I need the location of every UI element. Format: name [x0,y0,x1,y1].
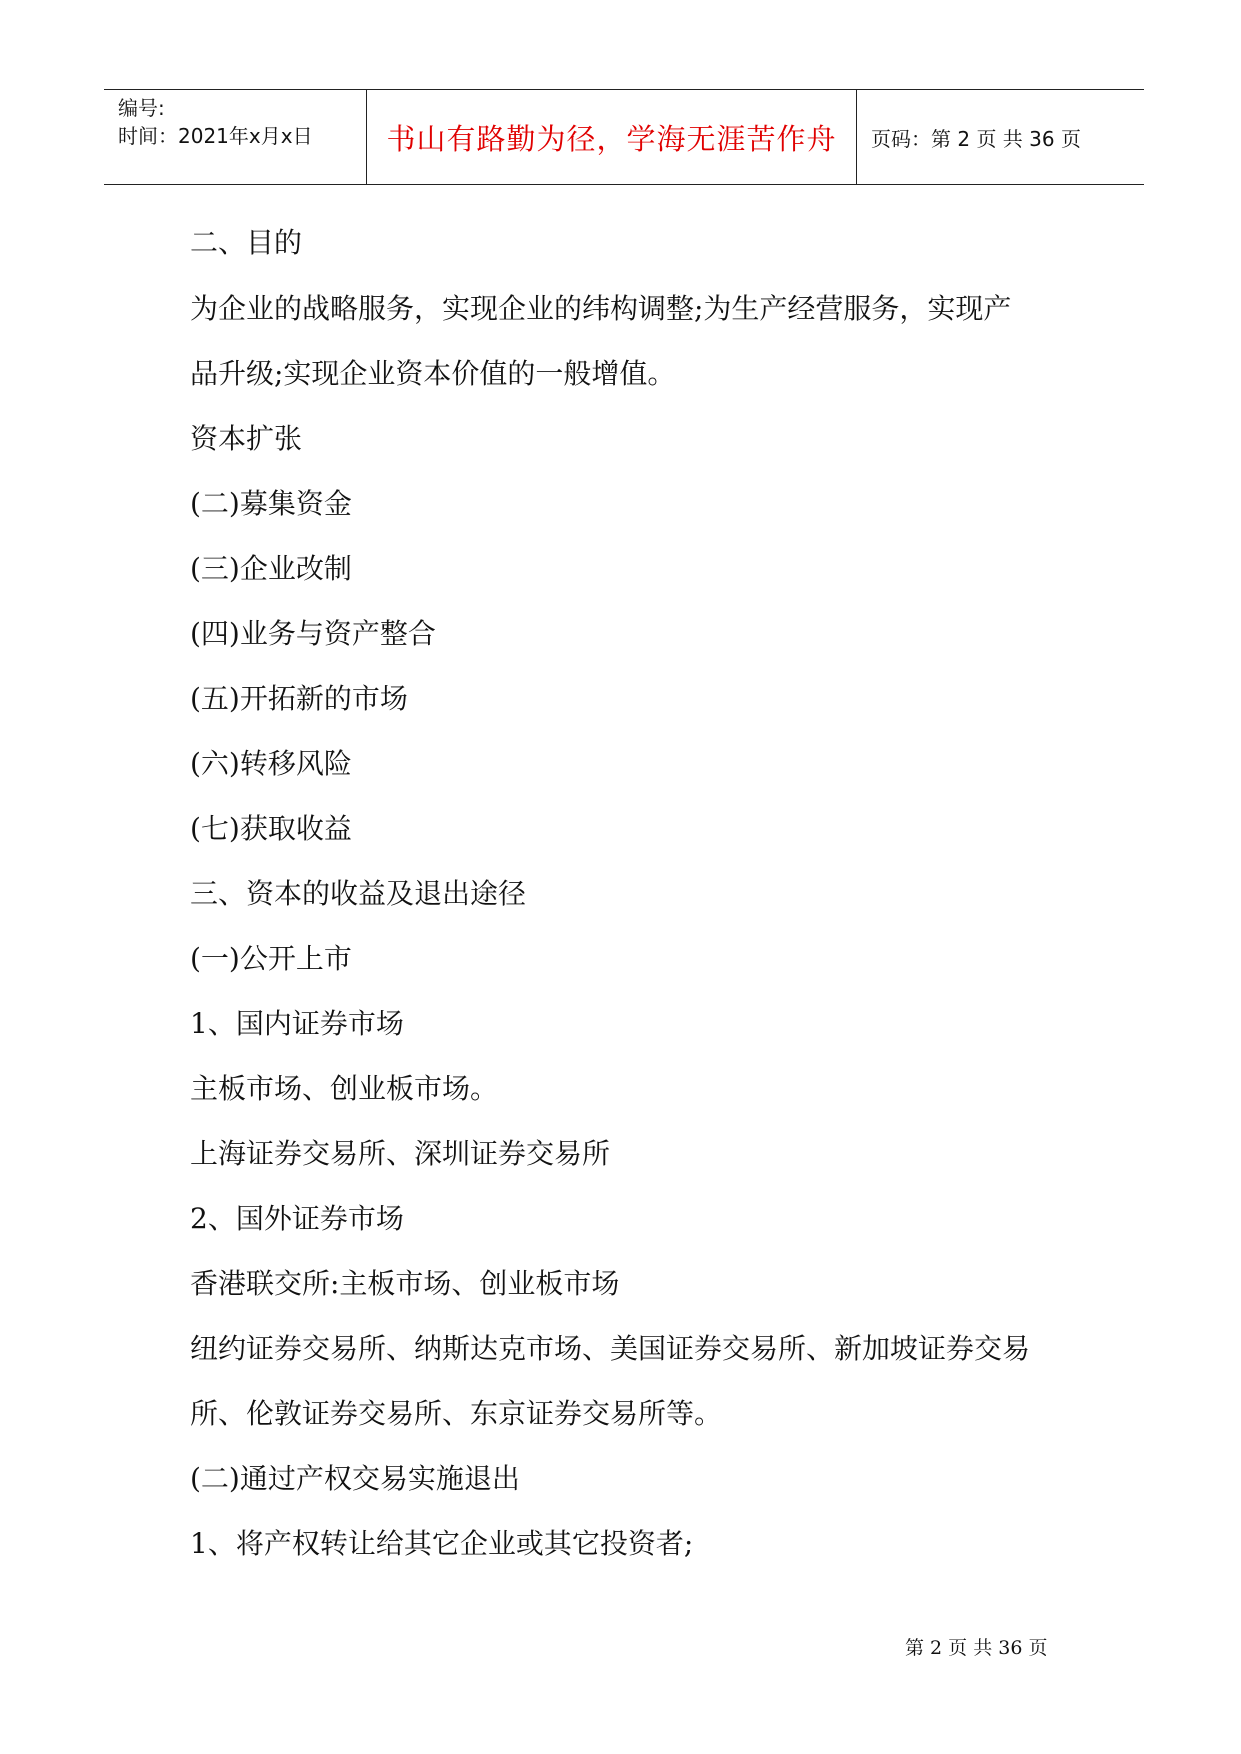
body-line: 香港联交所:主板市场、创业板市场 [190,1267,620,1300]
body-line: 2、国外证券市场 [190,1202,404,1235]
body-line: 品升级;实现企业资本价值的一般增值。 [190,357,676,390]
body-line: (三)企业改制 [190,552,352,585]
header-motto: 书山有路勤为径，学海无涯苦作舟 [386,121,837,156]
body-line: (六)转移风险 [190,747,352,780]
body-line: 为企业的战略服务，实现企业的纬构调整;为生产经营服务，实现产 [190,292,1012,325]
body-line: 所、伦敦证券交易所、东京证券交易所等。 [190,1397,723,1430]
body-line: (七)获取收益 [190,812,352,845]
body-line: (二)通过产权交易实施退出 [190,1462,520,1495]
body-line: (二)募集资金 [190,487,352,520]
body-line: (五)开拓新的市场 [190,682,408,715]
body-line: 1、将产权转让给其它企业或其它投资者; [190,1527,694,1560]
body-line: (一)公开上市 [190,942,352,975]
header-page-cell [857,90,1144,184]
header-meta-cell [104,90,367,184]
body-line: 纽约证券交易所、纳斯达克市场、美国证券交易所、新加坡证券交易 [190,1332,1031,1365]
page-header [104,89,1144,185]
header-motto-cell [367,90,857,184]
document-number-label: 编号: [118,96,165,120]
body-line: 1、国内证券市场 [190,1007,404,1040]
body-line: 二、目的 [190,226,303,259]
body-line: 主板市场、创业板市场。 [190,1072,499,1105]
header-page-label: 页码：第 2 页 共 36 页 [871,126,1081,151]
body-line: 上海证券交易所、深圳证券交易所 [190,1137,611,1170]
body-line: (四)业务与资产整合 [190,617,436,650]
body-line: 资本扩张 [190,422,303,455]
body-line: 三、资本的收益及退出途径 [190,877,527,910]
document-time-label: 时间：2021年x月x日 [118,124,313,148]
page-footer: 第 2 页 共 36 页 [905,1637,1048,1659]
